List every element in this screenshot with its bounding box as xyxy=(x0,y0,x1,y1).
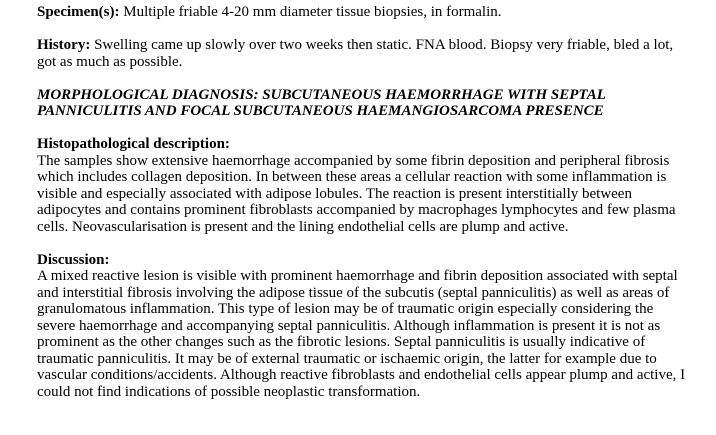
history-label: History: xyxy=(37,37,91,53)
specimen-text: Multiple friable 4-20 mm diameter tissue biopsies, in formalin. xyxy=(123,4,502,20)
discussion-body: A mixed reactive lesion is visible with prominent haemorrhage and fibrin deposition associated with septal and interstitial fibrosis involving the adipose tissue of the subcutis (septal panniculitis) as well as areas of granulomatous inflammation. This type of lesion may be of traumatic origin especially considering the severe haemorrhage and accompanying septal panniculitis. Although inflammation is present it is not as prominent as the other changes such as the fibrotic lesions. Septal panniculitis is usually indicative of traumatic panniculitis. It may be of external traumatic or ischaemic origin, the latter for example due to vascular conditions/accidents. Although reactive fibroblasts and endothelial cells appear plump and active, I could not find indications of possible neoplastic transformation. xyxy=(37,268,686,400)
histopathological-description-body: The samples show extensive haemorrhage accompanied by some fibrin deposition and peripheral fibrosis which includes collagen deposition. In between these areas a cellular reaction with some inflammation is visible and especially associated with adipose lobules. The reaction is present interstitially between adipocytes and contains prominent fibroblasts accompanied by macrophages lymphocytes and few plasma cells. Neovascularisation is present and the lining endothelial cells are plump and active. xyxy=(37,152,676,235)
histopathological-description-heading: Histopathological description: xyxy=(37,136,230,152)
morphological-diagnosis-heading: MORPHOLOGICAL DIAGNOSIS: SUBCUTANEOUS HAEMORRHAGE WITH SEPTAL PANNICULITIS AND FOCAL SUBCUTANEOUS HAEMANGIOSARCOMA PRESENCE xyxy=(37,86,606,119)
discussion-heading: Discussion: xyxy=(37,251,110,268)
specimen-paragraph xyxy=(37,4,692,21)
specimen-label: Specimen(s): xyxy=(37,4,120,20)
history-paragraph xyxy=(37,37,692,70)
report-content xyxy=(37,4,692,400)
history-text: Swelling came up slowly over two weeks then static. FNA blood. Biopsy very friable, bled a lot, got as much as possible. xyxy=(37,37,674,70)
